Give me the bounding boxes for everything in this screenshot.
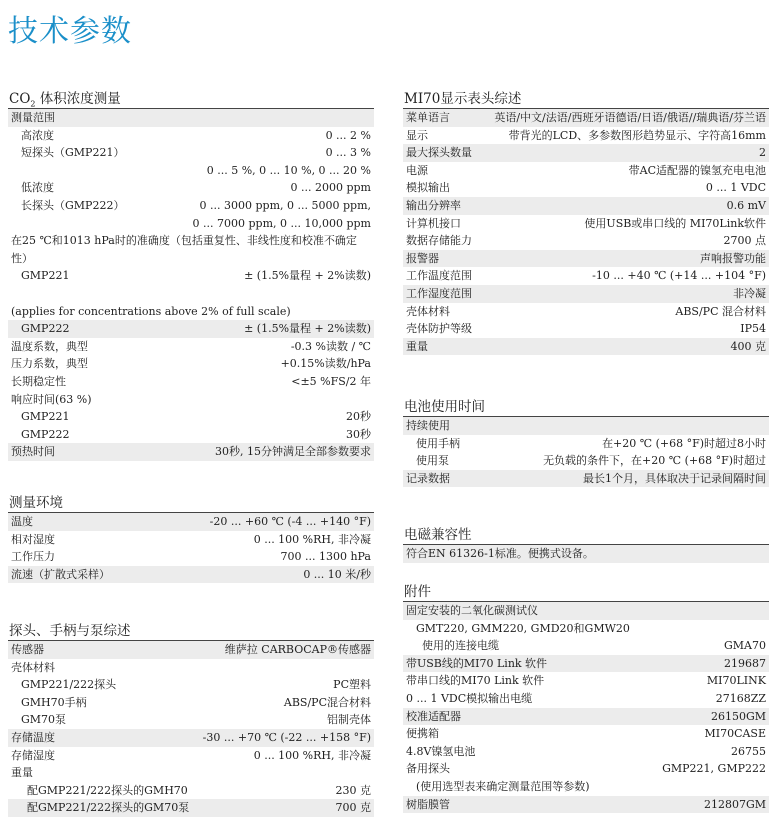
spec-label: 短探头（GMP221）	[21, 146, 125, 160]
spec-label: 显示	[406, 128, 428, 142]
spec-label: 存储湿度	[11, 748, 55, 762]
spec-row	[403, 796, 769, 814]
spec-value: 20秒	[346, 410, 371, 424]
spec-label: 重量	[11, 766, 33, 780]
spec-value: 在+20 ℃ (+68 °F)时超过8小时	[602, 436, 766, 450]
spec-label: 长期稳定性	[11, 374, 66, 388]
spec-label: 工作温度范围	[406, 269, 472, 283]
spec-row	[403, 620, 769, 638]
spec-label: 4.8V镍氢电池	[406, 744, 476, 758]
spec-value: 带背光的LCD、多参数图形趋势显示、字符高16mm	[508, 128, 766, 142]
spec-row	[403, 778, 769, 796]
spec-row	[8, 764, 374, 782]
spec-value: 声响报警功能	[700, 251, 766, 265]
spec-value: 700 克	[335, 801, 371, 815]
spec-label: 长探头（GMP222）	[21, 198, 125, 212]
spec-label: (applies for concentrations above 2% of full scale)	[11, 304, 291, 318]
spec-row	[403, 338, 769, 356]
spec-label: 相对湿度	[11, 532, 55, 546]
spec-label: 模拟输出	[406, 181, 450, 195]
spec-value: 无负载的条件下，在+20 ℃ (+68 °F)时超过	[543, 454, 766, 468]
spec-row	[8, 373, 374, 391]
spec-row	[403, 144, 769, 162]
spec-row	[8, 676, 374, 694]
spec-label: 温度系数，典型	[11, 339, 88, 353]
spec-row	[403, 725, 769, 743]
spec-row	[8, 531, 374, 549]
spec-label: 高浓度	[21, 128, 54, 142]
spec-row	[403, 215, 769, 233]
spec-value: 最长1个月，具体取决于记录间隔时间	[583, 471, 766, 485]
spec-row	[403, 417, 769, 435]
spec-label: 低浓度	[21, 181, 54, 195]
spec-value: 26150GM	[710, 709, 766, 723]
spec-value: IP54	[740, 322, 766, 336]
spec-row	[8, 303, 374, 321]
spec-row	[8, 566, 374, 584]
spec-label: 使用泵	[416, 454, 449, 468]
spec-row	[8, 711, 374, 729]
spec-value: 212807GM	[703, 797, 766, 811]
spec-value: 0 ... 3 %	[325, 146, 371, 160]
spec-row	[403, 760, 769, 778]
spec-value: 27168ZZ	[715, 691, 766, 705]
spec-row	[403, 250, 769, 268]
spec-value: PC塑料	[333, 678, 371, 692]
spec-label: 电源	[406, 163, 428, 177]
spec-row	[8, 641, 374, 659]
spec-label: 便携箱	[406, 727, 439, 741]
spec-label: GMT220, GMM220, GMD20和GMW20	[416, 621, 630, 635]
spec-row	[8, 782, 374, 800]
spec-row	[403, 179, 769, 197]
spec-label: 计算机接口	[406, 216, 461, 230]
spec-row	[403, 545, 769, 563]
spec-value: 使用USB或串口线的 MI70Link软件	[584, 216, 766, 230]
spec-value: -0.3 %读数 / ℃	[290, 339, 371, 353]
spec-value: -30 ... +70 ℃ (-22 ... +158 °F)	[202, 730, 371, 744]
section-title-co2	[8, 90, 374, 109]
spec-value: 30秒	[346, 427, 371, 441]
spec-value: <±5 %FS/2 年	[291, 374, 371, 388]
page-title: 技术参数	[8, 14, 132, 49]
spec-label: 壳体材料	[406, 304, 450, 318]
environment-rows	[8, 513, 374, 583]
spec-label: 备用探头	[406, 762, 450, 776]
co2-title-rest: 体积浓度测量	[35, 91, 121, 107]
spec-label: GMP222	[21, 322, 70, 336]
spec-row	[403, 743, 769, 761]
spec-value: ± (1.5%量程 + 2%读数)	[244, 269, 371, 283]
emc-rows	[403, 545, 769, 563]
spec-label: 响应时间(63 %)	[11, 392, 92, 406]
spec-label: 带串口线的MI70 Link 软件	[406, 674, 545, 688]
spec-value: 0 ... 100 %RH, 非冷凝	[253, 748, 371, 762]
spec-label: 使用手柄	[416, 436, 460, 450]
spec-row	[403, 320, 769, 338]
spec-label: 最大探头数量	[406, 146, 472, 160]
spec-label: 使用的连接电缆	[422, 639, 499, 653]
spec-value: ± (1.5%量程 + 2%读数)	[244, 322, 371, 336]
spec-label: 壳体防护等级	[406, 322, 472, 336]
spec-row	[8, 179, 374, 197]
spec-label: GMH70手柄	[21, 695, 87, 709]
spec-label: GM70泵	[21, 713, 67, 727]
spec-label: GMP222	[21, 427, 70, 441]
spec-row	[403, 232, 769, 250]
spec-value: GMP221, GMP222	[662, 762, 766, 776]
spec-value: 0.6 mV	[726, 198, 766, 212]
spec-value: MI70CASE	[704, 727, 766, 741]
section-title-accessories: 附件	[403, 583, 769, 602]
co2-rows-a	[8, 109, 374, 232]
spec-row	[8, 144, 374, 162]
spec-row	[8, 197, 374, 215]
spec-label: GMP221	[21, 410, 70, 424]
spec-row	[8, 267, 374, 285]
spec-label: 流速（扩散式采样）	[11, 567, 110, 581]
emc-section	[403, 526, 769, 563]
spec-row	[8, 747, 374, 765]
spec-row	[8, 109, 374, 127]
spec-row	[8, 215, 374, 233]
spec-value: ABS/PC 混合材料	[675, 304, 766, 318]
spec-row	[403, 127, 769, 145]
spec-value: 0 ... 7000 ppm, 0 ... 10,000 ppm	[192, 216, 371, 230]
spec-label: 报警器	[406, 251, 439, 265]
battery-rows	[403, 417, 769, 487]
spec-row	[8, 408, 374, 426]
spec-label: 0 ... 1 VDC模拟输出电缆	[406, 691, 533, 705]
spec-label: 校准适配器	[406, 709, 461, 723]
spec-label: 传感器	[11, 643, 44, 656]
spec-label: 记录数据	[406, 471, 450, 485]
spec-row	[403, 267, 769, 285]
probe-section	[8, 622, 374, 817]
spec-label	[11, 162, 21, 180]
spec-row	[403, 109, 769, 127]
battery-section	[403, 398, 769, 487]
spec-label: 输出分辨率	[406, 198, 461, 212]
spec-value: 带AC适配器的镍氢充电电池	[628, 163, 766, 177]
spec-label: 菜单语言	[406, 111, 450, 124]
co2-title-text: CO	[9, 91, 31, 107]
spec-value: ABS/PC混合材料	[283, 695, 371, 709]
spec-value: 0 ... 100 %RH, 非冷凝	[253, 532, 371, 546]
spec-label: 存储温度	[11, 730, 55, 744]
spec-value: 0 ... 2 %	[325, 128, 371, 142]
spec-row	[8, 338, 374, 356]
spec-label: 固定安装的二氧化碳测试仪	[406, 604, 538, 617]
co2-title-sub: 2	[30, 99, 36, 109]
spec-row	[403, 690, 769, 708]
spec-value: 2	[759, 146, 766, 160]
spec-label: GMP221/222探头	[21, 678, 117, 692]
spec-row	[403, 602, 769, 620]
spec-row	[8, 659, 374, 677]
spec-value: 维萨拉 CARBOCAP®传感器	[224, 643, 371, 656]
spec-value: -20 ... +60 ℃ (-4 ... +140 °F)	[209, 515, 371, 528]
section-title-display: MI70显示表头综述	[403, 90, 769, 109]
spec-row	[403, 197, 769, 215]
spec-row	[8, 391, 374, 409]
environment-section	[8, 494, 374, 583]
spec-label: 数据存储能力	[406, 234, 472, 248]
spec-row	[403, 637, 769, 655]
spec-value: 30秒, 15分钟满足全部参数要求	[215, 445, 371, 459]
spec-label: 温度	[11, 515, 33, 528]
spec-label	[11, 215, 21, 233]
spec-row	[403, 655, 769, 673]
spec-label: GMP221	[21, 269, 70, 283]
spec-value: 0 ... 2000 ppm	[290, 181, 371, 195]
spec-row	[403, 708, 769, 726]
spec-row	[8, 513, 374, 531]
spec-value: GMA70	[724, 639, 766, 653]
spec-value: 230 克	[335, 783, 371, 797]
spec-row	[8, 285, 374, 303]
spec-label: 工作湿度范围	[406, 286, 472, 300]
spec-row	[8, 426, 374, 444]
spec-row	[403, 285, 769, 303]
spec-row	[8, 443, 374, 461]
spec-value: +0.15%读数/hPa	[280, 357, 371, 371]
spec-label: 配GMP221/222探头的GM70泵	[27, 801, 190, 815]
spec-value: 26755	[731, 744, 766, 758]
spec-row	[8, 320, 374, 338]
spec-label: 树脂膜管	[406, 797, 450, 811]
spec-value: 700 ... 1300 hPa	[280, 550, 371, 564]
section-title-battery: 电池使用时间	[403, 398, 769, 417]
display-section	[403, 90, 769, 355]
spec-value: 0 ... 1 VDC	[705, 181, 766, 195]
spec-row	[8, 548, 374, 566]
spec-row	[403, 470, 769, 488]
probe-rows	[8, 641, 374, 817]
co2-measurement-section	[8, 90, 374, 461]
spec-label: 重量	[406, 339, 428, 353]
spec-label: 持续使用	[406, 419, 450, 432]
spec-label: 配GMP221/222探头的GMH70	[27, 783, 188, 797]
spec-label: 工作压力	[11, 550, 55, 564]
accessories-section	[403, 583, 769, 813]
spec-value: 400 克	[730, 339, 766, 353]
spec-row	[403, 303, 769, 321]
spec-row	[8, 162, 374, 180]
spec-row	[8, 355, 374, 373]
spec-value: 2700 点	[723, 234, 766, 248]
spec-label: 预热时间	[11, 445, 55, 459]
spec-value: MI70LINK	[706, 674, 766, 688]
section-title-probe: 探头、手柄与泵综述	[8, 622, 374, 641]
spec-value: -10 ... +40 ℃ (+14 ... +104 °F)	[592, 269, 766, 283]
display-rows	[403, 109, 769, 355]
spec-label: (使用选型表来确定测量范围等参数)	[416, 779, 590, 793]
spec-value: 0 ... 10 米/秒	[303, 567, 371, 581]
spec-row	[403, 672, 769, 690]
spec-row	[403, 162, 769, 180]
spec-row	[403, 435, 769, 453]
section-title-environment: 测量环境	[8, 494, 374, 513]
spec-value: 0 ... 5 %, 0 ... 10 %, 0 ... 20 %	[206, 163, 371, 177]
spec-row	[403, 452, 769, 470]
spec-label: 测量范围	[11, 111, 55, 124]
spec-value: 铝制壳体	[327, 713, 371, 727]
spec-value: 非冷凝	[733, 286, 766, 300]
spec-label: 压力系数，典型	[11, 357, 88, 371]
spec-row	[8, 127, 374, 145]
spec-row	[8, 799, 374, 817]
spec-value: 0 ... 3000 ppm, 0 ... 5000 ppm,	[199, 198, 371, 212]
spec-row	[8, 694, 374, 712]
spec-value: 219687	[724, 656, 766, 670]
spec-label: 带USB线的MI70 Link 软件	[406, 656, 548, 670]
co2-rows-b	[8, 267, 374, 461]
accessories-rows	[403, 602, 769, 813]
spec-value: 英语/中文/法语/西班牙语德语/日语/俄语//瑞典语/芬兰语	[494, 111, 766, 124]
spec-label: 壳体材料	[11, 660, 55, 674]
accuracy-text: 在25 ℃和1013 hPa时的准确度（包括重复性、非线性度和校准不确定性）	[11, 234, 357, 265]
spec-row	[8, 729, 374, 747]
section-title-emc: 电磁兼容性	[403, 526, 769, 545]
spec-label: 符合EN 61326-1标准。便携式设备。	[406, 547, 594, 560]
